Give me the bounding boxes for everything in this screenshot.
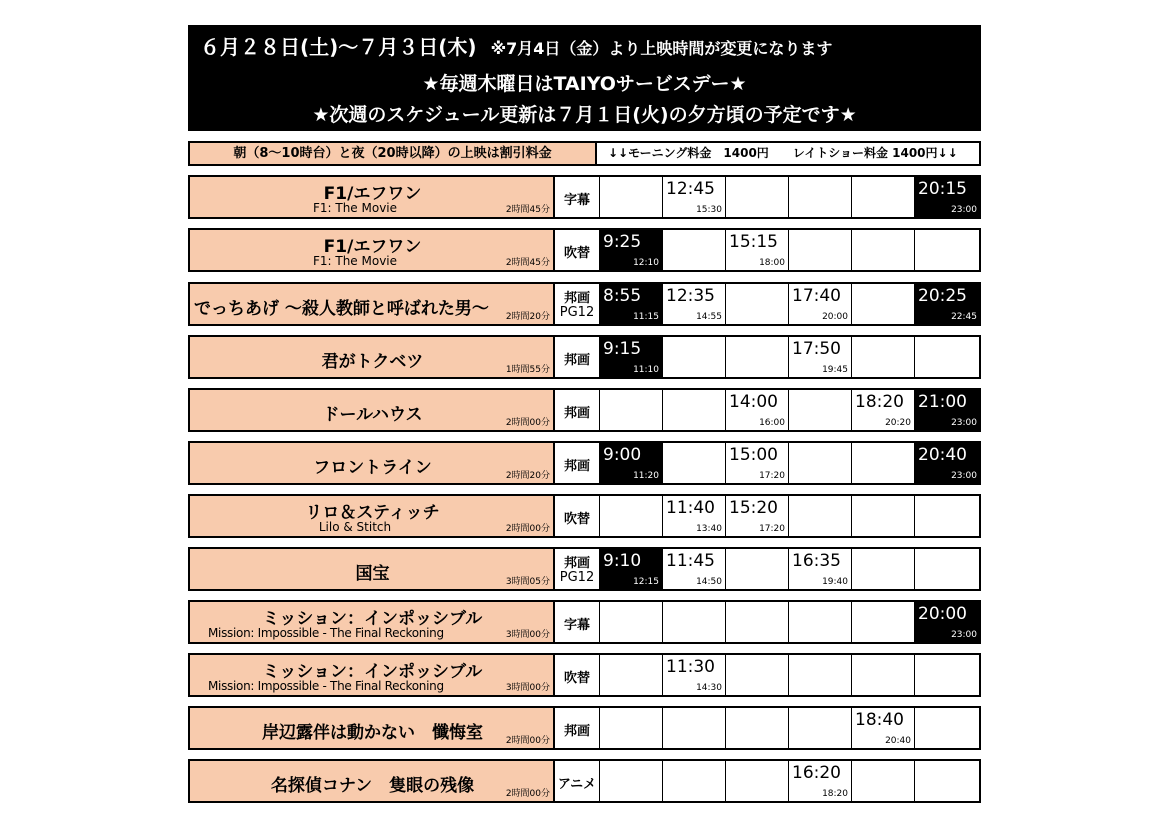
table-row: [188, 759, 981, 803]
showtime-slot: [663, 655, 726, 695]
showtime-end: 20:00: [822, 312, 848, 322]
format-cell: [555, 284, 600, 324]
format-cell: [555, 708, 600, 748]
showtime-start: 20:00: [918, 604, 967, 624]
table-row: [188, 335, 981, 379]
movie-format: 吹替: [563, 512, 590, 527]
showtime-slot: [852, 177, 915, 217]
movie-format: 邦画: [563, 556, 590, 571]
movie-duration: 3時間00分: [505, 630, 550, 640]
movie-duration: 2時間20分: [505, 471, 550, 481]
showtime-end: 13:40: [696, 524, 722, 534]
discount-label: 朝（8～10時台）と夜（20時以降）の上映は割引料金: [190, 143, 597, 164]
showtime-slot: [915, 761, 980, 801]
showtime-start: 9:25: [603, 232, 642, 252]
showtime-end: 14:50: [696, 577, 722, 587]
showtime-slot: [852, 443, 915, 483]
showtime-slot: [789, 549, 852, 589]
showtime-slot: [726, 761, 789, 801]
movie-title: 君がトクベツ: [321, 352, 424, 372]
showtime-start: 11:45: [666, 551, 715, 571]
showtime-start: 9:00: [603, 445, 642, 465]
showtime-slot: [600, 337, 663, 377]
format-cell: [555, 655, 600, 695]
showtime-start: 17:40: [792, 286, 841, 306]
format-cell: [555, 230, 600, 270]
showtime-end: 14:55: [696, 312, 722, 322]
showtime-start: 20:40: [918, 445, 967, 465]
showtime-slot: [789, 761, 852, 801]
table-row: [188, 547, 981, 591]
period-text: ６月２８日(土)～７月３日(木): [200, 35, 477, 59]
showtime-start: 16:20: [792, 763, 841, 783]
next-update-text: ★次週のスケジュール更新は７月１日(火)の夕方頃の予定です★: [312, 104, 857, 126]
table-row: [188, 441, 981, 485]
showtime-slot: [663, 761, 726, 801]
format-cell: [555, 337, 600, 377]
movie-format: 邦画: [563, 406, 590, 421]
showtime-slot: [852, 337, 915, 377]
movie-title-english: F1: The Movie: [312, 201, 398, 215]
showtime-slot: [600, 390, 663, 430]
movie-rating: PG12: [559, 305, 595, 320]
movie-title: でっちあげ ～殺人教師と呼ばれた男～: [194, 299, 489, 319]
showtime-slot: [663, 708, 726, 748]
showtime-start: 21:00: [918, 392, 967, 412]
showtime-slot: [726, 655, 789, 695]
showtime-slot: [852, 708, 915, 748]
showtime-end: 20:40: [885, 736, 911, 746]
movie-duration: 2時間00分: [505, 789, 550, 799]
table-row: [188, 494, 981, 538]
movie-duration: 1時間55分: [505, 365, 550, 375]
showtime-slot: [726, 496, 789, 536]
movie-title: ミッション：インポッシブル: [262, 609, 483, 629]
showtime-start: 12:45: [666, 179, 715, 199]
movie-title: リロ＆スティッチ: [305, 503, 440, 523]
movie-format: 邦画: [563, 291, 590, 306]
showtime-slot: [663, 390, 726, 430]
movie-format: 吹替: [563, 671, 590, 686]
showtime-slot: [663, 177, 726, 217]
header-period-line: [200, 31, 832, 60]
showtime-end: 23:00: [951, 630, 977, 640]
showtime-slot: [600, 708, 663, 748]
showtime-slot: [726, 177, 789, 217]
showtime-slot: [915, 496, 980, 536]
format-cell: [555, 761, 600, 801]
table-row: [188, 600, 981, 644]
showtime-slot: [663, 443, 726, 483]
showtime-end: 20:20: [885, 418, 911, 428]
showtime-slot: [852, 496, 915, 536]
movie-rating: PG12: [559, 570, 595, 585]
showtime-slot: [663, 284, 726, 324]
movie-title-cell: [190, 761, 555, 801]
showtime-start: 11:30: [666, 657, 715, 677]
movie-format: 字幕: [563, 618, 590, 633]
showtime-slot: [663, 549, 726, 589]
showtime-end: 16:00: [759, 418, 785, 428]
showtime-slot: [726, 602, 789, 642]
showtime-slot: [789, 655, 852, 695]
showtime-start: 20:15: [918, 179, 967, 199]
showtime-slot: [915, 602, 980, 642]
showtime-end: 19:45: [822, 365, 848, 375]
showtime-start: 15:15: [729, 232, 778, 252]
table-row: [188, 706, 981, 750]
showtime-slot: [852, 230, 915, 270]
movie-title-english: Lilo & Stitch: [318, 520, 392, 534]
showtime-slot: [789, 337, 852, 377]
movie-format: アニメ: [557, 777, 597, 792]
format-cell: [555, 496, 600, 536]
showtime-slot: [726, 443, 789, 483]
showtime-start: 18:20: [855, 392, 904, 412]
showtime-slot: [726, 549, 789, 589]
movie-format: 邦画: [563, 724, 590, 739]
showtime-slot: [726, 390, 789, 430]
showtime-end: 18:20: [822, 789, 848, 799]
showtime-end: 17:20: [759, 524, 785, 534]
table-row: [188, 653, 981, 697]
movie-title-english: Mission: Impossible - The Final Reckoning: [208, 626, 444, 640]
schedule-change-notice: ※7月4日（金）より上映時間が変更になります: [490, 39, 833, 58]
showtime-end: 22:45: [951, 312, 977, 322]
table-row: [188, 228, 981, 272]
showtime-start: 14:00: [729, 392, 778, 412]
showtime-end: 23:00: [951, 205, 977, 215]
showtime-slot: [789, 602, 852, 642]
showtime-slot: [663, 337, 726, 377]
movie-duration: 2時間00分: [505, 418, 550, 428]
showtime-slot: [600, 443, 663, 483]
movie-title: 岸辺露伴は動かない 懺悔室: [262, 723, 483, 743]
showtime-slot: [915, 230, 980, 270]
showtime-end: 11:20: [633, 471, 659, 481]
showtime-slot: [663, 230, 726, 270]
discount-prices: ↓↓モーニング料金 1400円 レイトショー料金 1400円↓↓: [608, 146, 958, 160]
table-row: [188, 388, 981, 432]
showtime-slot: [726, 708, 789, 748]
service-day-text: ★毎週木曜日はTAIYOサービスデー★: [422, 73, 747, 95]
movie-title-english: F1: The Movie: [312, 254, 398, 268]
showtime-slot: [600, 496, 663, 536]
movie-title-english: Mission: Impossible - The Final Reckoning: [208, 679, 444, 693]
showtime-slot: [600, 761, 663, 801]
movie-duration: 2時間20分: [505, 312, 550, 322]
showtime-slot: [852, 761, 915, 801]
showtime-end: 12:10: [633, 258, 659, 268]
showtime-start: 9:10: [603, 551, 642, 571]
movie-title-cell: [190, 177, 555, 217]
movie-title-cell: [190, 708, 555, 748]
showtime-slot: [600, 655, 663, 695]
showtime-slot: [915, 708, 980, 748]
showtime-slot: [600, 177, 663, 217]
showtime-slot: [915, 390, 980, 430]
movie-title-cell: [190, 602, 555, 642]
movie-title-cell: [190, 337, 555, 377]
movie-duration: 3時間05分: [505, 577, 550, 587]
showtime-slot: [915, 549, 980, 589]
showtime-slot: [600, 602, 663, 642]
movie-title-cell: [190, 390, 555, 430]
movie-title: フロントライン: [313, 458, 432, 478]
movie-title: 国宝: [355, 564, 390, 584]
discount-banner: [188, 141, 981, 166]
movie-format: 吹替: [563, 246, 590, 261]
movie-duration: 2時間45分: [505, 205, 550, 215]
showtime-slot: [789, 496, 852, 536]
showtime-end: 11:15: [633, 312, 659, 322]
showtime-slot: [600, 549, 663, 589]
showtime-slot: [663, 496, 726, 536]
showtime-slot: [915, 284, 980, 324]
showtime-start: 9:15: [603, 339, 642, 359]
showtime-slot: [852, 284, 915, 324]
showtime-end: 15:30: [696, 205, 722, 215]
showtime-slot: [915, 177, 980, 217]
movie-title: ドールハウス: [322, 405, 423, 425]
showtime-slot: [789, 390, 852, 430]
showtime-start: 12:35: [666, 286, 715, 306]
movie-duration: 3時間00分: [505, 683, 550, 693]
format-cell: [555, 602, 600, 642]
showtime-slot: [600, 284, 663, 324]
format-cell: [555, 549, 600, 589]
movie-title-cell: [190, 230, 555, 270]
showtime-slot: [789, 230, 852, 270]
showtime-end: 17:20: [759, 471, 785, 481]
movie-title-cell: [190, 284, 555, 324]
movie-format: 邦画: [563, 353, 590, 368]
showtime-slot: [852, 549, 915, 589]
showtime-slot: [915, 443, 980, 483]
movie-title-cell: [190, 655, 555, 695]
showtime-start: 8:55: [603, 286, 642, 306]
format-cell: [555, 443, 600, 483]
showtime-slot: [789, 708, 852, 748]
showtime-slot: [852, 655, 915, 695]
showtime-slot: [789, 284, 852, 324]
showtime-slot: [726, 284, 789, 324]
format-cell: [555, 390, 600, 430]
showtime-start: 17:50: [792, 339, 841, 359]
movie-title-cell: [190, 549, 555, 589]
movie-format: 字幕: [563, 193, 590, 208]
showtime-slot: [726, 337, 789, 377]
showtime-slot: [789, 443, 852, 483]
showtime-end: 12:15: [633, 577, 659, 587]
table-row: [188, 175, 981, 219]
showtime-start: 20:25: [918, 286, 967, 306]
showtime-slot: [915, 655, 980, 695]
table-row: [188, 282, 981, 326]
showtime-end: 18:00: [759, 258, 785, 268]
showtime-start: 15:00: [729, 445, 778, 465]
showtime-slot: [726, 230, 789, 270]
movie-title-cell: [190, 443, 555, 483]
movie-title: 名探偵コナン 隻眼の残像: [270, 776, 475, 796]
showtime-end: 23:00: [951, 418, 977, 428]
showtime-end: 23:00: [951, 471, 977, 481]
movie-duration: 2時間45分: [505, 258, 550, 268]
showtime-slot: [915, 337, 980, 377]
showtime-slot: [852, 602, 915, 642]
showtime-start: 16:35: [792, 551, 841, 571]
showtime-slot: [852, 390, 915, 430]
schedule-header: [188, 25, 981, 131]
showtime-end: 14:30: [696, 683, 722, 693]
showtime-start: 11:40: [666, 498, 715, 518]
movie-duration: 2時間00分: [505, 736, 550, 746]
format-cell: [555, 177, 600, 217]
movie-format: 邦画: [563, 459, 590, 474]
movie-title: ミッション：インポッシブル: [262, 662, 483, 682]
movie-title-cell: [190, 496, 555, 536]
showtime-start: 18:40: [855, 710, 904, 730]
movie-title: F1/エフワン: [323, 237, 422, 257]
showtime-start: 15:20: [729, 498, 778, 518]
showtime-slot: [663, 602, 726, 642]
showtime-slot: [600, 230, 663, 270]
movie-title: F1/エフワン: [323, 184, 422, 204]
showtime-end: 19:40: [822, 577, 848, 587]
movie-duration: 2時間00分: [505, 524, 550, 534]
showtime-end: 11:10: [633, 365, 659, 375]
showtime-slot: [789, 177, 852, 217]
